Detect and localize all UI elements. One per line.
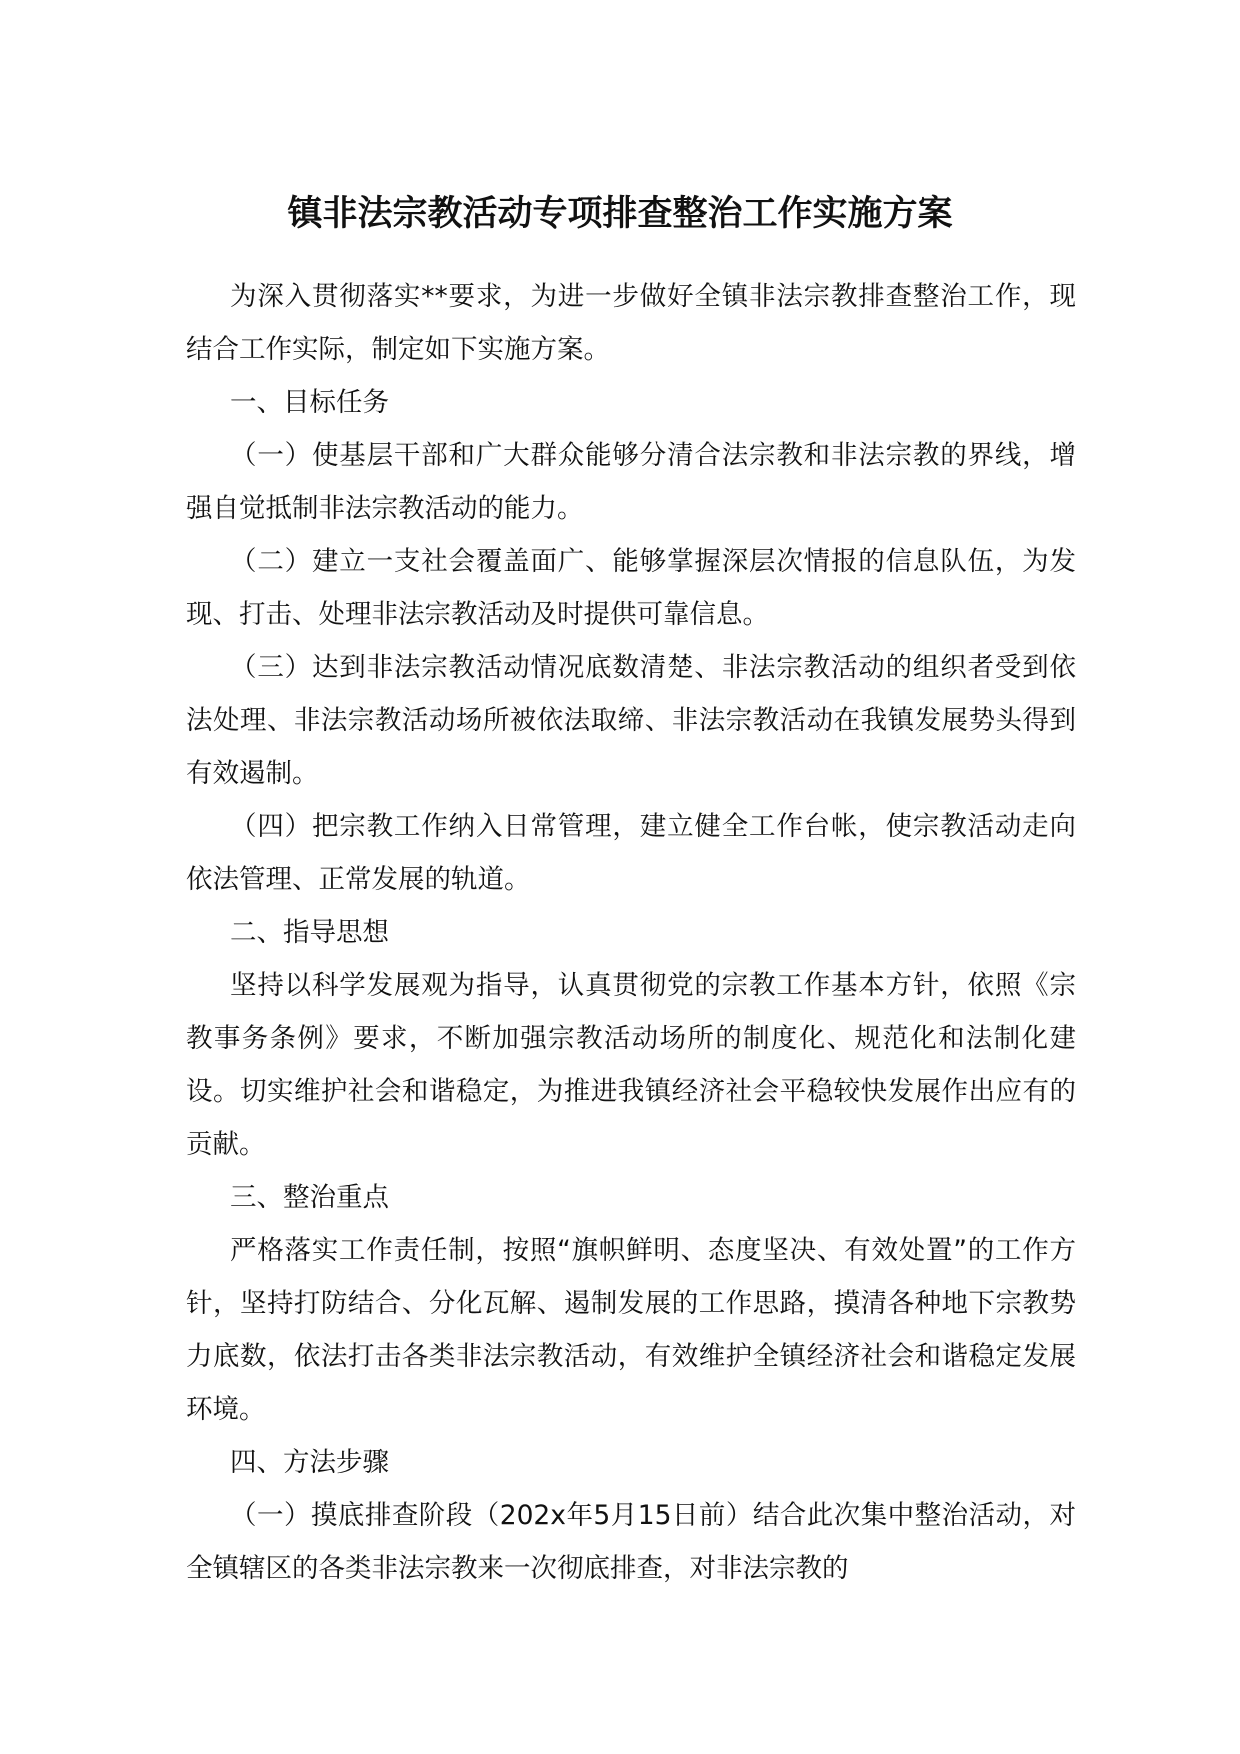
section-heading-guiding-ideology: 二、指导思想 (230, 917, 389, 948)
document-title: 镇非法宗教活动专项排查整治工作实施方案 (287, 193, 953, 234)
step-item-1: （一）摸底排查阶段（202x年5月15日前）结合此次集中整治活动，对全镇辖区的各类非法宗教来一次彻底排查，对非法宗教的 (186, 1500, 1076, 1584)
goal-item-1: （一）使基层干部和广大群众能够分清合法宗教和非法宗教的界线，增强自觉抵制非法宗教活动的能力。 (186, 440, 1076, 524)
section-heading-focus: 三、整治重点 (230, 1182, 389, 1213)
goal-item-2: （二）建立一支社会覆盖面广、能够掌握深层次情报的信息队伍，为发现、打击、处理非法宗教活动及时提供可靠信息。 (186, 546, 1076, 630)
goal-item-4: （四）把宗教工作纳入日常管理，建立健全工作台帐，使宗教活动走向依法管理、正常发展的轨道。 (186, 811, 1076, 895)
focus-paragraph: 严格落实工作责任制，按照“旗帜鲜明、态度坚决、有效处置”的工作方针，坚持打防结合、分化瓦解、遏制发展的工作思路，摸清各种地下宗教势力底数，依法打击各类非法宗教活动，有效维护全镇经济社会和谐稳定发展环境。 (186, 1235, 1076, 1425)
section-heading-steps: 四、方法步骤 (230, 1447, 389, 1478)
goal-item-3: （三）达到非法宗教活动情况底数清楚、非法宗教活动的组织者受到依法处理、非法宗教活动场所被依法取缔、非法宗教活动在我镇发展势头得到有效遏制。 (186, 652, 1076, 789)
guiding-ideology-paragraph: 坚持以科学发展观为指导，认真贯彻党的宗教工作基本方针，依照《宗教事务条例》要求，不断加强宗教活动场所的制度化、规范化和法制化建设。切实维护社会和谐稳定，为推进我镇经济社会平稳较快发展作出应有的贡献。 (186, 970, 1076, 1160)
section-heading-goals: 一、目标任务 (230, 387, 389, 418)
intro-paragraph: 为深入贯彻落实**要求，为进一步做好全镇非法宗教排查整治工作，现结合工作实际，制定如下实施方案。 (186, 281, 1076, 365)
document-body (186, 270, 1076, 1595)
